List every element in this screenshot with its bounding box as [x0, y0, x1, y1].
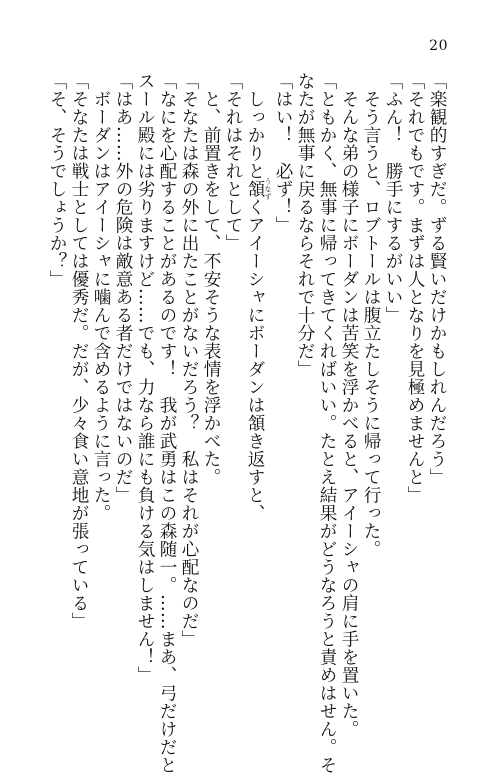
page-number: 20 — [429, 38, 448, 54]
text-line: 「ふん！ 勝手にするがいい」 — [383, 72, 403, 324]
text-line: 「それはそれとして」 — [223, 72, 243, 252]
ruby-reading: うなず — [264, 177, 272, 201]
text-line: 「ともかく、無事に帰ってきてくればいい。たとえ結果がどうなろうと責めはせん。そ — [317, 72, 337, 774]
text-line: そう言うと、ロブトールは腹立たしそうに帰って行った。 — [361, 72, 381, 558]
text-line-prefix: しっかりと — [245, 72, 265, 180]
text-line: 「そなたは森の外に出たことがないだろう？ 私はそれが心配なのだ」 — [179, 72, 199, 648]
text-line: スール殿には劣りますけど……でも、力なら誰にも負ける気はしません！」 — [135, 72, 155, 684]
ruby-annotation — [245, 177, 272, 201]
text-line: 「なにを心配することがあるのです！ 我が武勇はこの森随一。……まあ、弓だけだと — [157, 72, 177, 774]
text-line: 「はい！ 必ず！」 — [273, 72, 293, 234]
body-text — [47, 72, 448, 774]
text-line: 「それでもです。まずは人となりを見極めませんと」 — [405, 72, 425, 504]
text-line: なたが無事に戻るならそれで十分だ」 — [295, 72, 315, 378]
ruby-base: 頷 — [245, 177, 265, 201]
text-line: 「楽観的すぎだ。ずる賢いだけかもしれんだろう」 — [427, 72, 447, 486]
text-line: 「そ、そうでしょうか？」 — [47, 72, 67, 288]
text-line: 「そなたは戦士としては優秀だ。だが、少々食い意地が張っている」 — [69, 72, 89, 630]
text-line-suffix: くアイーシャにボーダンは頷き返すと、 — [245, 198, 265, 522]
text-line: そんな弟の様子にボーダンは苦笑を浮かべると、アイーシャの肩に手を置いた。 — [339, 72, 359, 738]
text-line-with-ruby — [244, 72, 272, 672]
text-line: 「はあ……外の危険は敵意ある者だけではないのだ」 — [113, 72, 133, 504]
text-line: ボーダンはアイーシャに噛んで含めるように言った。 — [91, 72, 111, 522]
text-line: と、前置きをして、不安そうな表情を浮かべた。 — [201, 72, 221, 486]
